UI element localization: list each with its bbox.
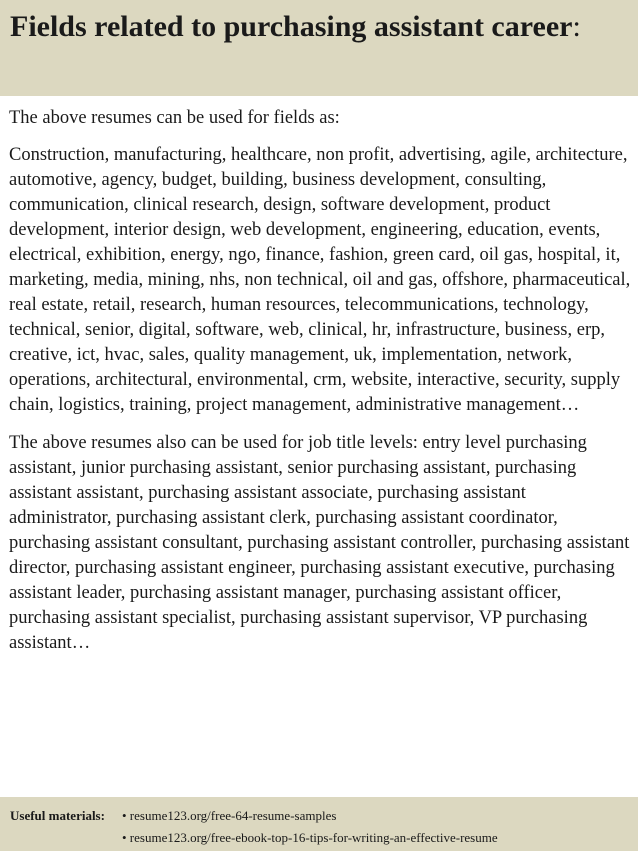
footer-row-2 [10, 827, 628, 849]
intro-text: The above resumes can be used for fields as: [9, 108, 340, 128]
footer-bar [0, 797, 638, 851]
page-title [10, 8, 628, 46]
page-title-text: Fields related to purchasing assistant career [10, 10, 573, 43]
footer-link-ebook-tips[interactable]: • resume123.org/free-ebook-top-16-tips-for-writing-an-effective-resume [122, 830, 498, 845]
fields-list-text: Construction, manufacturing, healthcare, non profit, advertising, agile, architecture, automotive, agency, budget, building, business development, consulting, communication, clinical research, design, software development, product development, interior design, web development, engineering, education, events, electrical, exhibition, energy, ngo, finance, fashion, green card, oil gas, hospital, it, marketing, media, mining, nhs, non technical, oil and gas, offshore, pharmaceutical, real estate, retail, research, human resources, telecommunications, technology, technical, senior, digital, software, web, clinical, hr, infrastructure, business, erp, creative, ict, hvac, sales, quality management, uk, implementation, network, operations, architectural, environmental, crm, website, interactive, security, supply chain, logistics, training, project management, administrative management… [9, 145, 631, 415]
footer-spacer [10, 827, 122, 849]
useful-materials-label [10, 805, 122, 827]
job-levels-text: The above resumes also can be used for job title levels: entry level purchasing assistant, junior purchasing assistant, senior purchasing assistant, purchasing assistant assistant, purchasing assistant associate, purchasing assistant administrator, purchasing assistant clerk, purchasing assistant coordinator, purchasing assistant consultant, purchasing assistant controller, purchasing assistant director, purchasing assistant engineer, purchasing assistant executive, purchasing assistant leader, purchasing assistant manager, purchasing assistant officer, purchasing assistant specialist, purchasing assistant supervisor, VP purchasing assistant… [9, 433, 630, 653]
footer-link-resume-samples[interactable]: • resume123.org/free-64-resume-samples [122, 808, 337, 823]
main-content [9, 106, 631, 656]
useful-materials-label-text: Useful materials [10, 808, 101, 823]
page-title-colon: : [572, 10, 581, 43]
footer-row-1 [10, 805, 628, 827]
title-bar [0, 0, 638, 96]
useful-materials-label-colon: : [100, 808, 105, 823]
